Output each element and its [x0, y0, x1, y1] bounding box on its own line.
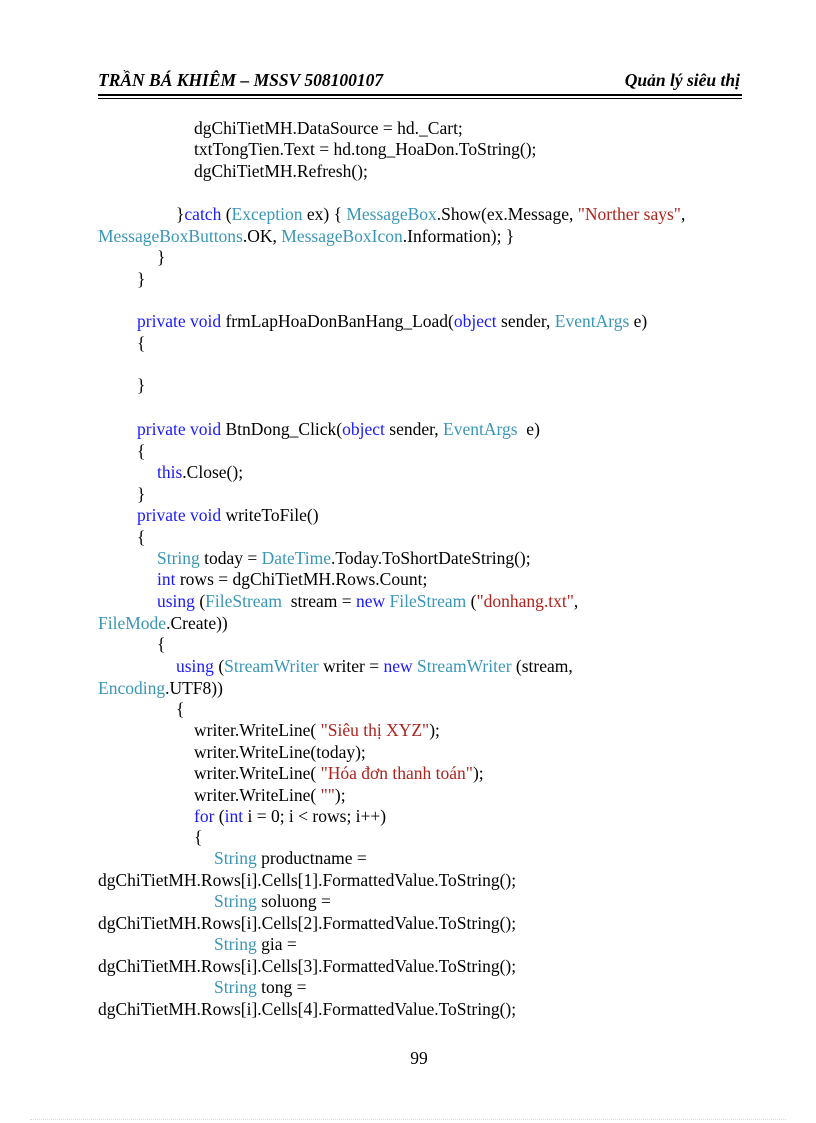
code-text: (: [214, 806, 225, 826]
code-line: [157, 590, 578, 612]
code-string: "donhang.txt": [476, 591, 574, 611]
code-type: Exception: [231, 204, 303, 224]
code-type: String: [214, 848, 257, 868]
code-text: productname =: [256, 848, 367, 868]
code-text: frmLapHoaDonBanHang_Load(: [221, 311, 454, 331]
code-text: i = 0; i < rows; i++): [243, 806, 387, 826]
header-author: TRẦN BÁ KHIÊM – MSSV 508100107: [98, 70, 384, 90]
code-text: writer.WriteLine(: [194, 763, 321, 783]
code-text: sender,: [384, 419, 444, 439]
code-type: DateTime: [261, 548, 332, 568]
code-keyword: object: [453, 311, 497, 331]
code-text: (stream,: [511, 656, 573, 676]
code-text: }: [157, 247, 166, 267]
code-text: .Information); }: [402, 226, 515, 246]
code-type: EventArgs: [554, 311, 630, 331]
code-keyword: void: [189, 505, 222, 525]
code-text: );: [334, 785, 346, 805]
code-line: [194, 805, 386, 827]
code-text: e): [517, 419, 540, 439]
code-string: "Norther says": [577, 204, 681, 224]
code-text: dgChiTietMH.Rows[i].Cells[3].FormattedValue.ToString();: [98, 956, 517, 976]
code-type: FileMode: [98, 613, 167, 633]
code-text: gia =: [256, 934, 297, 954]
code-line: [137, 268, 145, 290]
code-text: {: [137, 333, 146, 353]
code-line: [137, 418, 540, 440]
code-text: .Today.ToShortDateString();: [331, 548, 531, 568]
code-text: BtnDong_Click(: [221, 419, 343, 439]
code-line: [98, 612, 228, 634]
code-line: [194, 741, 366, 763]
code-type: MessageBoxIcon: [281, 226, 403, 246]
code-line: [194, 762, 484, 784]
code-line: [214, 847, 367, 869]
code-keyword: private: [137, 505, 186, 525]
code-text: );: [429, 720, 440, 740]
page-number: 99: [410, 1048, 428, 1068]
code-text: (: [194, 591, 206, 611]
code-text: ,: [573, 591, 579, 611]
code-string: "Siêu thị XYZ": [320, 720, 430, 740]
code-text: .Show(ex.Message,: [436, 204, 578, 224]
code-line: [137, 440, 145, 462]
code-line: [98, 955, 516, 977]
code-keyword: void: [189, 311, 222, 331]
code-keyword: new: [355, 591, 386, 611]
code-text: writer.WriteLine(: [194, 785, 321, 805]
code-text: (: [221, 204, 232, 224]
code-line: [214, 890, 331, 912]
header-title: Quản lý siêu thị: [624, 70, 740, 90]
code-text: .UTF8)): [165, 678, 223, 698]
code-text: {: [194, 827, 203, 847]
code-line: [137, 526, 145, 548]
code-text: writer =: [318, 656, 384, 676]
code-type: FileStream: [389, 591, 467, 611]
code-text: ,: [680, 204, 686, 224]
code-text: dgChiTietMH.Refresh();: [194, 161, 368, 181]
code-line: [176, 203, 685, 225]
code-type: StreamWriter: [417, 656, 512, 676]
code-line: [194, 784, 346, 806]
code-keyword: for: [194, 806, 215, 826]
code-line: [157, 568, 427, 590]
code-line: [194, 160, 368, 182]
code-text: }: [137, 375, 146, 395]
code-keyword: private: [137, 311, 186, 331]
code-string: "": [320, 785, 335, 805]
code-keyword: int: [157, 569, 176, 589]
code-type: MessageBox: [346, 204, 437, 224]
code-line: [214, 933, 297, 955]
code-text: dgChiTietMH.DataSource = hd._Cart;: [194, 118, 463, 138]
code-text: }: [176, 204, 185, 224]
code-type: String: [214, 977, 257, 997]
code-text: .OK,: [242, 226, 282, 246]
code-type: EventArgs: [443, 419, 518, 439]
code-line: [157, 547, 531, 569]
code-keyword: int: [224, 806, 244, 826]
code-line: [98, 869, 516, 891]
code-text: .Create)): [166, 613, 228, 633]
code-type: String: [157, 548, 200, 568]
code-text: dgChiTietMH.Rows[i].Cells[2].FormattedValue.ToString();: [98, 913, 517, 933]
code-line: [137, 374, 145, 396]
code-type: StreamWriter: [224, 656, 319, 676]
code-text: (: [213, 656, 225, 676]
code-keyword: catch: [184, 204, 222, 224]
code-line: [176, 655, 573, 677]
code-text: e): [629, 311, 648, 331]
code-text: tong =: [256, 977, 307, 997]
code-keyword: void: [189, 419, 222, 439]
code-text: today =: [199, 548, 262, 568]
code-keyword: private: [137, 419, 186, 439]
code-line: [98, 912, 516, 934]
page-bottom-divider: [30, 1119, 786, 1120]
code-text: sender,: [496, 311, 555, 331]
code-text: dgChiTietMH.Rows[i].Cells[1].FormattedValue.ToString();: [98, 870, 517, 890]
code-line: [194, 117, 463, 139]
code-line: [194, 138, 536, 160]
code-line: [137, 332, 145, 354]
code-line: [157, 633, 165, 655]
code-text: {: [137, 527, 146, 547]
code-keyword: using: [157, 591, 195, 611]
code-type: FileStream: [205, 591, 282, 611]
code-line: [194, 719, 440, 741]
code-text: writer.WriteLine(today);: [194, 742, 366, 762]
code-line: [176, 698, 184, 720]
code-text: soluong =: [256, 891, 331, 911]
code-text: {: [176, 699, 185, 719]
code-type: MessageBoxButtons: [98, 226, 243, 246]
code-keyword: new: [383, 656, 413, 676]
code-type: String: [214, 891, 257, 911]
code-text: writer.WriteLine(: [194, 720, 321, 740]
code-text: stream =: [281, 591, 356, 611]
code-line: [214, 976, 307, 998]
code-text: {: [157, 634, 166, 654]
code-line: [98, 225, 514, 247]
code-type: String: [214, 934, 257, 954]
code-text: (: [466, 591, 477, 611]
code-text: writeToFile(): [221, 505, 319, 525]
code-text: {: [137, 441, 146, 461]
code-text: }: [137, 484, 146, 504]
code-text: dgChiTietMH.Rows[i].Cells[4].FormattedValue.ToString();: [98, 999, 517, 1019]
code-text: .Close();: [182, 462, 244, 482]
code-text: rows = dgChiTietMH.Rows.Count;: [175, 569, 428, 589]
code-keyword: using: [176, 656, 214, 676]
code-text: );: [472, 763, 484, 783]
code-line: [137, 310, 647, 332]
code-type: Encoding: [98, 678, 166, 698]
code-line: [157, 461, 243, 483]
code-line: [194, 826, 202, 848]
code-line: [98, 998, 516, 1020]
code-keyword: object: [342, 419, 385, 439]
code-line: [98, 677, 223, 699]
code-keyword: this: [157, 462, 183, 482]
code-text: }: [137, 269, 146, 289]
code-line: [157, 246, 165, 268]
code-string: "Hóa đơn thanh toán": [320, 763, 473, 783]
code-text: ex) {: [302, 204, 347, 224]
code-line: [137, 483, 145, 505]
code-line: [137, 504, 319, 526]
code-text: txtTongTien.Text = hd.tong_HoaDon.ToString();: [194, 139, 537, 159]
